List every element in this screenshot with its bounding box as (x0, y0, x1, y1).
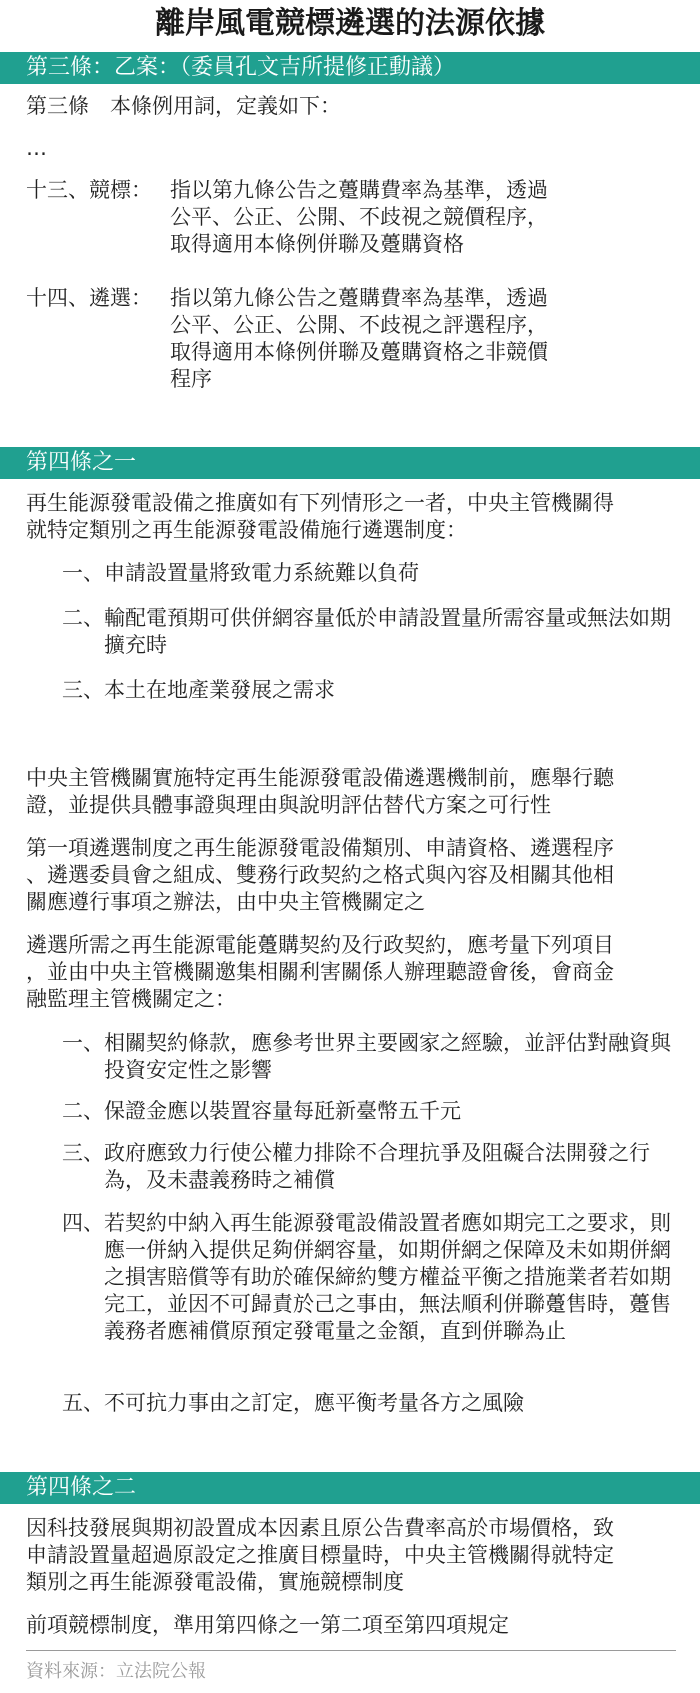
def13-line: 指以第九條公告之躉購費率為基準，透過 (170, 178, 548, 202)
art4-1-para4-line: 融監理主管機關定之： (26, 987, 236, 1011)
footer-divider (26, 1650, 676, 1651)
contract-item-number: 二、 (62, 1099, 104, 1123)
section-header-art4-1: 第四條之一 (0, 447, 700, 479)
section-header-art3: 第三條：乙案：（委員孔文吉所提修正動議） (0, 52, 700, 84)
contract-item-text: 政府應致力行使公權力排除不合理抗爭及阻礙合法開發之行為，及未盡義務時之補償 (104, 1141, 650, 1192)
def13-line: 公平、公正、公開、不歧視之競價程序， (170, 205, 548, 229)
contract-item-number: 三、 (62, 1141, 104, 1165)
art4-1-para3-line: 第一項遴選制度之再生能源發電設備類別、申請資格、遴選程序 (26, 836, 614, 860)
art4-1-para1-line: 就特定類別之再生能源發電設備施行遴選制度： (26, 518, 467, 542)
source-note: 資料來源：立法院公報 (26, 1661, 206, 1682)
def13-label: 十三、競標： (26, 178, 152, 202)
art4-2-para1-line: 因科技發展與期初設置成本因素且原公告費率高於市場價格，致 (26, 1516, 614, 1540)
art4-1-para3-line: 、遴選委員會之組成、雙務行政契約之格式與內容及相關其他相 (26, 863, 614, 887)
def13-line: 取得適用本條例併聯及躉購資格 (170, 232, 464, 256)
contract-item-number: 五、 (62, 1391, 104, 1415)
art4-1-para2-line: 中央主管機關實施特定再生能源發電設備遴選機制前，應舉行聽 (26, 766, 614, 790)
contract-item-number: 四、 (62, 1211, 104, 1235)
condition-text: 本土在地產業發展之需求 (104, 678, 335, 702)
def14-line: 公平、公正、公開、不歧視之評選程序， (170, 313, 548, 337)
def14-line: 取得適用本條例併聯及躉購資格之非競價 (170, 340, 548, 364)
art3-ellipsis: … (26, 136, 47, 160)
art4-1-para4-line: 遴選所需之再生能源電能躉購契約及行政契約，應考量下列項目 (26, 933, 614, 957)
art4-1-para3-line: 關應遵行事項之辦法，由中央主管機關定之 (26, 890, 425, 914)
contract-item-text: 不可抗力事由之訂定，應平衡考量各方之風險 (104, 1391, 524, 1415)
contract-item (62, 1030, 674, 1084)
page-title: 離岸風電競標遴選的法源依據 (155, 6, 545, 41)
def14-label: 十四、遴選： (26, 286, 152, 310)
condition-text: 申請設置量將致電力系統難以負荷 (104, 561, 419, 585)
contract-item-text: 相關契約條款，應參考世界主要國家之經驗，並評估對融資與投資安定性之影響 (104, 1031, 671, 1082)
section-header-art4-2: 第四條之二 (0, 1472, 700, 1504)
contract-item-text: 若契約中納入再生能源發電設備設置者應如期完工之要求，則應一併納入提供足夠併網容量，如期併網之保障及未如期併網之損害賠償等有助於確保締約雙方權益平衡之措施業者若如期完工，並因不可歸責於己之事由，無法順利併聯躉售時，躉售義務者應補償原預定發電量之金額，直到併聯為止 (104, 1211, 671, 1343)
condition-number: 二、 (62, 606, 104, 630)
condition-item (62, 560, 674, 587)
art4-2-para2: 前項競標制度，準用第四條之一第二項至第四項規定 (26, 1613, 509, 1637)
def14-line: 指以第九條公告之躉購費率為基準，透過 (170, 286, 548, 310)
condition-number: 三、 (62, 678, 104, 702)
art4-1-para1-line: 再生能源發電設備之推廣如有下列情形之一者，中央主管機關得 (26, 491, 614, 515)
condition-text: 輸配電預期可供併網容量低於申請設置量所需容量或無法如期擴充時 (104, 606, 671, 657)
art4-2-para1-line: 類別之再生能源發電設備，實施競標制度 (26, 1570, 404, 1594)
contract-item-text: 保證金應以裝置容量每瓩新臺幣五千元 (104, 1099, 461, 1123)
contract-item (62, 1098, 674, 1125)
art4-2-para1-line: 申請設置量超過原設定之推廣目標量時，中央主管機關得就特定 (26, 1543, 614, 1567)
contract-item (62, 1140, 674, 1194)
art3-intro: 第三條 本條例用詞，定義如下： (26, 94, 341, 118)
condition-number: 一、 (62, 561, 104, 585)
condition-item (62, 677, 674, 704)
condition-item (62, 605, 674, 659)
art4-1-para2-line: 證，並提供具體事證與理由與說明評估替代方案之可行性 (26, 793, 551, 817)
contract-item (62, 1210, 674, 1345)
contract-item (62, 1390, 674, 1417)
art4-1-para4-line: ，並由中央主管機關邀集相關利害關係人辦理聽證會後，會商金 (26, 960, 614, 984)
def14-line: 程序 (170, 367, 212, 391)
contract-item-number: 一、 (62, 1031, 104, 1055)
